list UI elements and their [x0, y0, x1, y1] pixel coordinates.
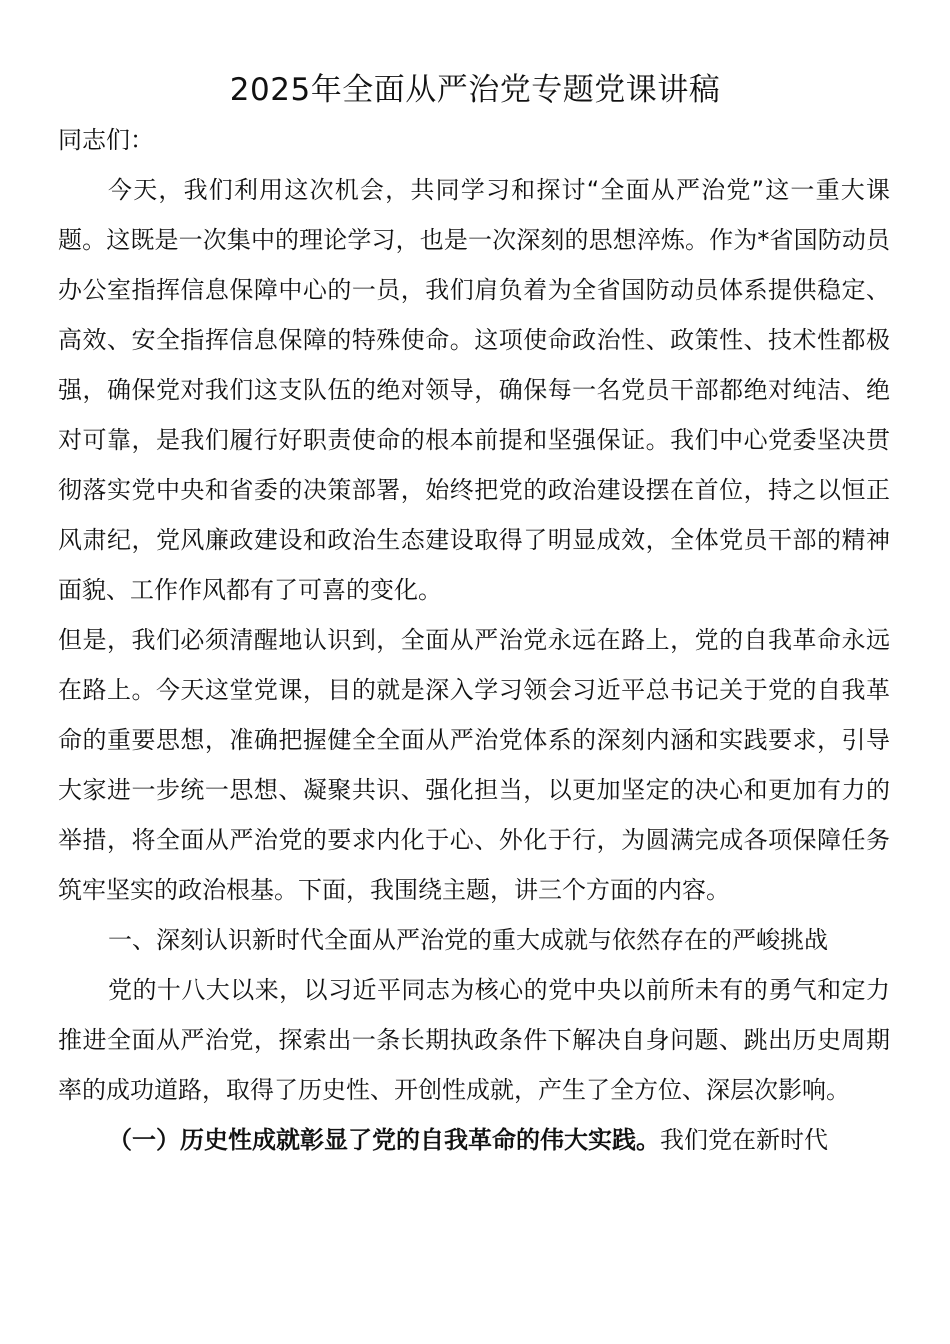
- subsection-heading: （一）历史性成就彰显了党的自我革命的伟大实践。: [108, 1126, 660, 1154]
- subsection-text: 我们党在新时代: [660, 1126, 828, 1154]
- document-title: 2025年全面从严治党专题党课讲稿: [229, 72, 721, 108]
- body-paragraph: 但是，我们必须清醒地认识到，全面从严治党永远在路上，党的自我革命永远在路上。今天这堂党课，目的就是深入学习领会习近平总书记关于党的自我革命的重要思想，准确把握健全全面从严治党体系的深刻内涵和实践要求，引导大家进一步统一思想、凝聚共识、强化担当，以更加坚定的决心和更加有力的举措，将全面从严治党的要求内化于心、外化于行，为圆满完成各项保障任务筑牢坚实的政治根基。下面，我围绕主题，讲三个方面的内容。: [58, 626, 890, 904]
- intro-paragraph: 今天，我们利用这次机会，共同学习和探讨“全面从严治党”这一重大课题。这既是一次集中的理论学习，也是一次深刻的思想淬炼。作为*省国防动员办公室指挥信息保障中心的一员，我们肩负着为全省国防动员体系提供稳定、高效、安全指挥信息保障的特殊使命。这项使命政治性、政策性、技术性都极强，确保党对我们这支队伍的绝对领导，确保每一名党员干部都绝对纯洁、绝对可靠，是我们履行好职责使命的根本前提和坚强保证。我们中心党委坚决贯彻落实党中央和省委的决策部署，始终把党的政治建设摆在首位，持之以恒正风肃纪，党风廉政建设和政治生态建设取得了明显成效，全体党员干部的精神面貌、工作作风都有了可喜的变化。: [58, 176, 890, 604]
- salutation: 同志们：: [58, 126, 154, 154]
- subsection-paragraph: [58, 1115, 890, 1165]
- section-paragraph: 党的十八大以来，以习近平同志为核心的党中央以前所未有的勇气和定力推进全面从严治党，探索出一条长期执政条件下解决自身问题、跳出历史周期率的成功道路，取得了历史性、开创性成就，产生了全方位、深层次影响。: [58, 976, 890, 1104]
- section-heading: 一、深刻认识新时代全面从严治党的重大成就与依然存在的严峻挑战: [108, 926, 828, 954]
- document-body: [58, 115, 890, 1165]
